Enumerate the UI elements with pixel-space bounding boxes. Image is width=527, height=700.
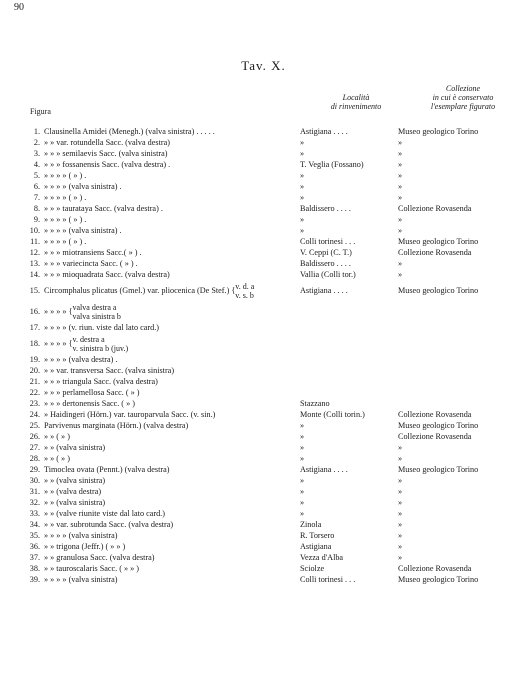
collection-cell: »	[398, 553, 403, 562]
table-row	[0, 269, 527, 280]
collection-cell: »	[398, 476, 403, 485]
figure-description-text: » » (valva destra)	[44, 487, 102, 496]
figure-description-text: Circomphalus plicatus (Gmel.) var. pliocenica (De Stef.)	[44, 286, 230, 295]
figure-description	[44, 148, 167, 159]
figure-number: 23.	[29, 399, 40, 408]
table-row	[0, 365, 527, 376]
table-row	[0, 280, 527, 301]
figure-description	[44, 258, 138, 269]
figure-description	[44, 126, 215, 137]
table-row	[0, 541, 527, 552]
figure-number: 38.	[29, 564, 40, 573]
table-row	[0, 552, 527, 563]
figure-description-text: » » var. subrotunda Sacc. (valva destra)	[44, 520, 174, 529]
figure-description	[44, 486, 101, 497]
plate-title: Tav. X.	[241, 58, 286, 73]
table-row	[0, 442, 527, 453]
figure-number: 16.	[29, 307, 40, 316]
table-row	[0, 236, 527, 247]
figure-description	[44, 541, 125, 552]
locality-cell: »	[300, 226, 305, 235]
figure-description-text: » » trigona (Jeffr.) ( » » )	[44, 542, 126, 551]
figure-description	[44, 159, 170, 170]
collection-cell: Museo geologico Torino	[398, 237, 479, 246]
figure-description-text: » » tauroscalaris Sacc. ( » » )	[44, 564, 140, 573]
figure-description	[44, 236, 86, 247]
collection-cell: »	[398, 454, 403, 463]
collection-cell: »	[398, 520, 403, 529]
locality-cell: R. Torsero	[300, 531, 335, 540]
collection-cell: »	[398, 531, 403, 540]
table-row	[0, 530, 527, 541]
valve-brace-group	[235, 282, 254, 300]
figure-description-text: » » » »	[44, 339, 67, 348]
valve-brace-group	[73, 335, 129, 353]
figure-number: 7.	[33, 193, 40, 202]
figure-description	[44, 552, 155, 563]
figure-description-text: » » var. transversa Sacc. (valva sinistra)	[44, 366, 175, 375]
table-row	[0, 387, 527, 398]
figure-description-text: » » » » ( » ) .	[44, 193, 87, 202]
table-row	[0, 519, 527, 530]
figure-description	[44, 431, 70, 442]
figure-number: 12.	[29, 248, 40, 257]
figure-description	[44, 376, 158, 387]
figure-number: 37.	[29, 553, 40, 562]
locality-cell: Monte (Colli torin.)	[300, 410, 365, 419]
figure-description	[44, 453, 70, 464]
figure-description-text: » » granulosa Sacc. (valva destra)	[44, 553, 155, 562]
figure-description: » » » » { v. destra a v. sinistra b (juv.)	[44, 335, 129, 354]
figure-number: 28.	[29, 454, 40, 463]
page-number: 90	[14, 2, 24, 13]
locality-cell: »	[300, 215, 305, 224]
figure-description-text: » » » » (valva destra) .	[44, 355, 118, 364]
figure-number: 10.	[29, 226, 40, 235]
figure-number: 25.	[29, 421, 40, 430]
figure-description-text: » » (valva sinistra)	[44, 443, 106, 452]
table-row	[0, 420, 527, 431]
figure-number: 30.	[29, 476, 40, 485]
table-row	[0, 247, 527, 258]
figure-description-text: » » » » (valva sinistra) .	[44, 226, 122, 235]
figure-number: 3.	[33, 149, 40, 158]
table-row	[0, 486, 527, 497]
figure-description	[44, 519, 173, 530]
header-collezione-line2: in cui è conservato	[432, 93, 494, 102]
collection-cell: »	[398, 509, 403, 518]
table-row	[0, 497, 527, 508]
figure-number: 4.	[33, 160, 40, 169]
figure-number: 24.	[29, 410, 40, 419]
valve-label-a: valva destra a	[72, 303, 117, 313]
valve-label-a: v. destra a	[72, 335, 105, 345]
collection-cell: Collezione Rovasenda	[398, 204, 472, 213]
table-row	[0, 333, 527, 354]
table-row	[0, 181, 527, 192]
valve-label-b: v. s. b	[235, 291, 254, 301]
figure-number: 27.	[29, 443, 40, 452]
figure-number: 18.	[29, 339, 40, 348]
figure-description-text: » » » dertonensis Sacc. ( » )	[44, 399, 135, 408]
table-row	[0, 354, 527, 365]
locality-cell: »	[300, 487, 305, 496]
locality-cell: Baldissero . . . .	[300, 204, 351, 213]
table-row	[0, 258, 527, 269]
figure-number: 29.	[29, 465, 40, 474]
figure-description	[44, 530, 117, 541]
locality-cell: »	[300, 443, 305, 452]
table-row	[0, 453, 527, 464]
figure-description	[44, 574, 117, 585]
locality-cell: »	[300, 509, 305, 518]
collection-cell: »	[398, 149, 403, 158]
locality-cell: »	[300, 432, 305, 441]
figure-description-text: » » (valva sinistra)	[44, 498, 106, 507]
collection-cell: Collezione Rovasenda	[398, 564, 472, 573]
header-localita-line1: Località	[342, 93, 370, 102]
collection-cell: »	[398, 259, 403, 268]
locality-cell: »	[300, 171, 305, 180]
locality-cell: Sciolze	[300, 564, 325, 573]
table-row	[0, 203, 527, 214]
figure-description-text: » » » » ( » ) .	[44, 171, 87, 180]
figure-description-text: » » » » ( » ) .	[44, 215, 87, 224]
figure-number: 26.	[29, 432, 40, 441]
valve-label-a: v. d. a	[235, 282, 255, 292]
locality-cell: Vallia (Colli tor.)	[300, 270, 356, 279]
figure-description	[44, 442, 105, 453]
collection-cell: »	[398, 226, 403, 235]
figure-number: 36.	[29, 542, 40, 551]
figure-description-text: » » (valve riunite viste dal lato card.)	[44, 509, 165, 518]
table-row	[0, 137, 527, 148]
figure-description	[44, 269, 170, 280]
figure-description-text: » » » perlamellosa Sacc. ( » )	[44, 388, 140, 397]
locality-cell: Astigiana . . . .	[300, 286, 348, 295]
header-collezione-line3: l'esemplare figurato	[430, 102, 496, 111]
header-localita-line2: di rinvenimento	[330, 102, 382, 111]
valve-label-b: valva sinistra b	[72, 312, 121, 322]
locality-cell: »	[300, 476, 305, 485]
figure-number: 11.	[30, 237, 40, 246]
collection-cell: »	[398, 193, 403, 202]
collection-cell: Collezione Rovasenda	[398, 248, 472, 257]
figure-number: 35.	[29, 531, 40, 540]
figure-description	[44, 420, 188, 431]
figure-description-text: » » » » (valva sinistra)	[44, 575, 118, 584]
figure-description-text: » » » »	[44, 307, 67, 316]
collection-cell: »	[398, 498, 403, 507]
table-row	[0, 301, 527, 322]
figure-description	[44, 563, 139, 574]
locality-cell: T. Veglia (Fossano)	[300, 160, 364, 169]
figure-description-text: » » » semilaevis Sacc. (valva sinistra)	[44, 149, 168, 158]
figure-number: 31.	[29, 487, 40, 496]
figure-description-text: » » » » (valva sinistra) .	[44, 182, 122, 191]
figure-number: 20.	[29, 366, 40, 375]
valve-label-b: v. sinistra b (juv.)	[72, 344, 129, 354]
figure-description-text: » » ( » )	[44, 454, 70, 463]
figure-number: 34.	[29, 520, 40, 529]
collection-cell: »	[398, 487, 403, 496]
locality-cell: »	[300, 149, 305, 158]
table-row	[0, 508, 527, 519]
figure-number: 22.	[29, 388, 40, 397]
locality-cell: Colli torinesi . . .	[300, 575, 356, 584]
locality-cell: Astigiana . . . .	[300, 127, 348, 136]
figure-description	[44, 181, 122, 192]
figure-description	[44, 464, 169, 475]
locality-cell: Baldissero . . . .	[300, 259, 351, 268]
table-row	[0, 214, 527, 225]
figure-number: 1.	[33, 127, 40, 136]
figure-number: 33.	[29, 509, 40, 518]
header-collezione-line1: Collezione	[445, 84, 481, 93]
figure-number: 9.	[33, 215, 40, 224]
figure-number: 8.	[33, 204, 40, 213]
figure-description-text: » » » mioquadrata Sacc. (valva destra)	[44, 270, 170, 279]
collection-cell: Collezione Rovasenda	[398, 432, 472, 441]
figure-description	[44, 170, 86, 181]
figure-description	[44, 365, 174, 376]
figure-table	[0, 126, 527, 585]
header-figura: Figura	[30, 107, 51, 116]
locality-cell: Colli torinesi . . .	[300, 237, 356, 246]
table-row	[0, 192, 527, 203]
figure-description	[44, 387, 140, 398]
figure-number: 5.	[33, 171, 40, 180]
figure-number: 39.	[29, 575, 40, 584]
table-row	[0, 563, 527, 574]
figure-description: » » » » { valva destra a valva sinistra b	[44, 303, 121, 322]
collection-cell: »	[398, 215, 403, 224]
figure-description-text: » » » miotransiens Sacc.( » ) .	[44, 248, 142, 257]
collection-cell: Collezione Rovasenda	[398, 410, 472, 419]
figure-description-text: » » » variecincta Sacc. ( » ) .	[44, 259, 138, 268]
figure-description-text: » » » triangula Sacc. (valva destra)	[44, 377, 158, 386]
table-row	[0, 148, 527, 159]
collection-cell: »	[398, 182, 403, 191]
figure-description-text: » » » fossanensis Sacc. (valva destra) .	[44, 160, 171, 169]
locality-cell: »	[300, 498, 305, 507]
table-row	[0, 159, 527, 170]
locality-cell: Zinola	[300, 520, 322, 529]
figure-description	[44, 409, 215, 420]
figure-description	[44, 247, 142, 258]
collection-cell: »	[398, 270, 403, 279]
figure-description	[44, 203, 163, 214]
figure-number: 15.	[29, 286, 40, 295]
figure-description-text: Parvivenus marginata (Hörn.) (valva destra)	[44, 421, 189, 430]
figure-number: 19.	[29, 355, 40, 364]
table-row	[0, 475, 527, 486]
figure-description	[44, 497, 105, 508]
collection-cell: »	[398, 138, 403, 147]
figure-description-text: Timoclea ovata (Pennt.) (valva destra)	[44, 465, 170, 474]
locality-cell: Astigiana . . . .	[300, 465, 348, 474]
table-row	[0, 464, 527, 475]
collection-cell: »	[398, 160, 403, 169]
table-row	[0, 126, 527, 137]
collection-cell: Museo geologico Torino	[398, 286, 479, 295]
figure-description: Circomphalus plicatus (Gmel.) var. pliocenica (De Stef.) { v. d. a v. s. b	[44, 282, 255, 301]
figure-number: 14.	[29, 270, 40, 279]
locality-cell: Vezza d'Alba	[300, 553, 344, 562]
figure-description	[44, 475, 105, 486]
figure-description-text: » » » » (valva sinistra)	[44, 531, 118, 540]
locality-cell: Stazzano	[300, 399, 330, 408]
figure-description-text: » » ( » )	[44, 432, 70, 441]
figure-description	[44, 398, 135, 409]
table-row	[0, 398, 527, 409]
table-row	[0, 409, 527, 420]
collection-cell: Museo geologico Torino	[398, 421, 479, 430]
figure-number: 32.	[29, 498, 40, 507]
table-row	[0, 170, 527, 181]
figure-description-text: » » » » ( » ) .	[44, 237, 87, 246]
figure-description	[44, 214, 86, 225]
collection-cell: Museo geologico Torino	[398, 575, 479, 584]
figure-number: 2.	[33, 138, 40, 147]
figure-description	[44, 192, 86, 203]
collection-cell: Museo geologico Torino	[398, 465, 479, 474]
figure-number: 6.	[33, 182, 40, 191]
figure-description-text: Clausinella Amidei (Menegh.) (valva sinistra) . . . . .	[44, 127, 215, 136]
header-localita	[326, 93, 386, 111]
table-row	[0, 376, 527, 387]
locality-cell: V. Ceppi (C. T.)	[300, 248, 352, 257]
locality-cell: »	[300, 421, 305, 430]
table-row	[0, 574, 527, 585]
collection-cell: »	[398, 443, 403, 452]
figure-description	[44, 225, 122, 236]
figure-number: 17.	[29, 323, 40, 332]
figure-number: 13.	[29, 259, 40, 268]
figure-description	[44, 354, 117, 365]
figure-description-text: » » var. rotundella Sacc. (valva destra)	[44, 138, 170, 147]
locality-cell: Astigiana	[300, 542, 332, 551]
locality-cell: »	[300, 182, 305, 191]
figure-description-text: » » » » (v. riun. viste dal lato card.)	[44, 323, 159, 332]
collection-cell: Museo geologico Torino	[398, 127, 479, 136]
figure-number: 21.	[29, 377, 40, 386]
locality-cell: »	[300, 138, 305, 147]
figure-description	[44, 322, 159, 333]
table-row	[0, 225, 527, 236]
figure-description	[44, 508, 165, 519]
collection-cell: »	[398, 542, 403, 551]
locality-cell: »	[300, 454, 305, 463]
figure-description-text: » » (valva sinistra)	[44, 476, 106, 485]
header-collezione	[418, 84, 508, 111]
locality-cell: »	[300, 193, 305, 202]
figure-description-text: » » » taurataya Sacc. (valva destra) .	[44, 204, 163, 213]
figure-description	[44, 137, 170, 148]
collection-cell: »	[398, 171, 403, 180]
figure-description-text: » Haidingeri (Hörn.) var. tauroparvula Sacc. (v. sin.)	[44, 410, 216, 419]
valve-brace-group	[73, 303, 121, 321]
table-row	[0, 322, 527, 333]
table-row	[0, 431, 527, 442]
